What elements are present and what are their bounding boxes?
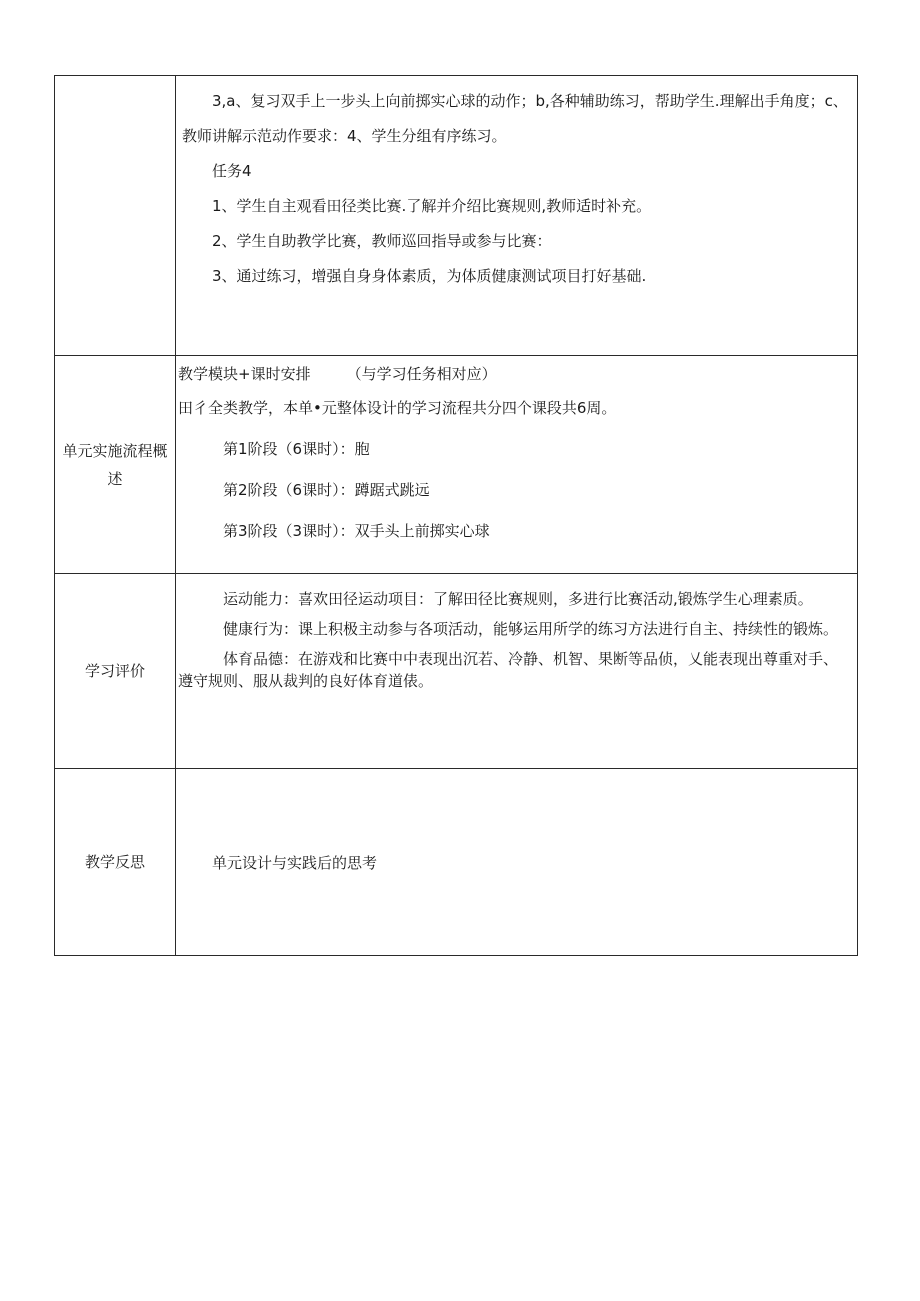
flow-intro: 田彳全类教学，本单•元整体设计的学习流程共分四个课段共6周。 xyxy=(178,399,617,417)
evaluation-paragraph: 体育品德：在游戏和比赛中中表现出沉若、冷静、机智、果断等品侦，乂能表现出尊重对手、遵守规则、服从裁判的良好体育道俵。 xyxy=(178,650,839,690)
task-item: 3、通过练习，增强自身身体素质，为体质健康测试项目打好基础. xyxy=(212,267,647,285)
evaluation-content-cell xyxy=(176,574,858,769)
evaluation-label: 学习评价 xyxy=(84,662,145,680)
flow-stage: 第2阶段（6课时）：蹲踞式跳远 xyxy=(223,481,430,499)
reflection-content: 单元设计与实践后的思考 xyxy=(212,853,378,872)
task-paragraph: 3,a、复习双手上一步头上向前掷实心球的动作；b,各种辅助练习，帮助学生.理解出手角度；c、教师讲解示范动作要求：4、学生分组有序练习。 xyxy=(182,92,848,145)
flow-label-cell xyxy=(55,356,176,574)
evaluation-paragraph: 健康行为：课上积极主动参与各项活动，能够运用所学的练习方法进行自主、持续性的锻炼。 xyxy=(223,620,839,638)
flow-header xyxy=(178,362,849,386)
flow-header-note: （与学习任务相对应） xyxy=(346,365,497,383)
flow-stage: 第1阶段（6课时）：胞 xyxy=(223,440,370,458)
task-label-cell xyxy=(55,76,176,356)
flow-content-cell xyxy=(176,356,858,574)
flow-label: 单元实施流程概述 xyxy=(62,441,168,488)
task-item: 2、学生自助教学比赛，教师巡回指导或参与比赛： xyxy=(212,232,552,250)
task-row xyxy=(55,76,858,356)
evaluation-label-cell xyxy=(55,574,176,769)
task-item: 1、学生自主观看田径类比赛.了解并介绍比赛规则,教师适时补充。 xyxy=(212,197,652,215)
reflection-content-cell xyxy=(176,769,858,956)
reflection-label: 教学反思 xyxy=(84,853,145,871)
task-content-cell xyxy=(176,76,858,356)
evaluation-paragraph: 运动能力：喜欢田径运动项目：了解田径比赛规则，多进行比赛活动,锻炼学生心理素质。 xyxy=(223,590,813,608)
flow-row xyxy=(55,356,858,574)
evaluation-row xyxy=(55,574,858,769)
flow-stage: 第3阶段（3课时）：双手头上前掷实心球 xyxy=(223,522,490,540)
unit-plan-table xyxy=(54,75,858,956)
reflection-row xyxy=(55,769,858,956)
flow-header-text: 教学模块+课时安排 xyxy=(178,365,311,383)
task-title: 任务4 xyxy=(212,162,252,180)
reflection-label-cell xyxy=(55,769,176,956)
